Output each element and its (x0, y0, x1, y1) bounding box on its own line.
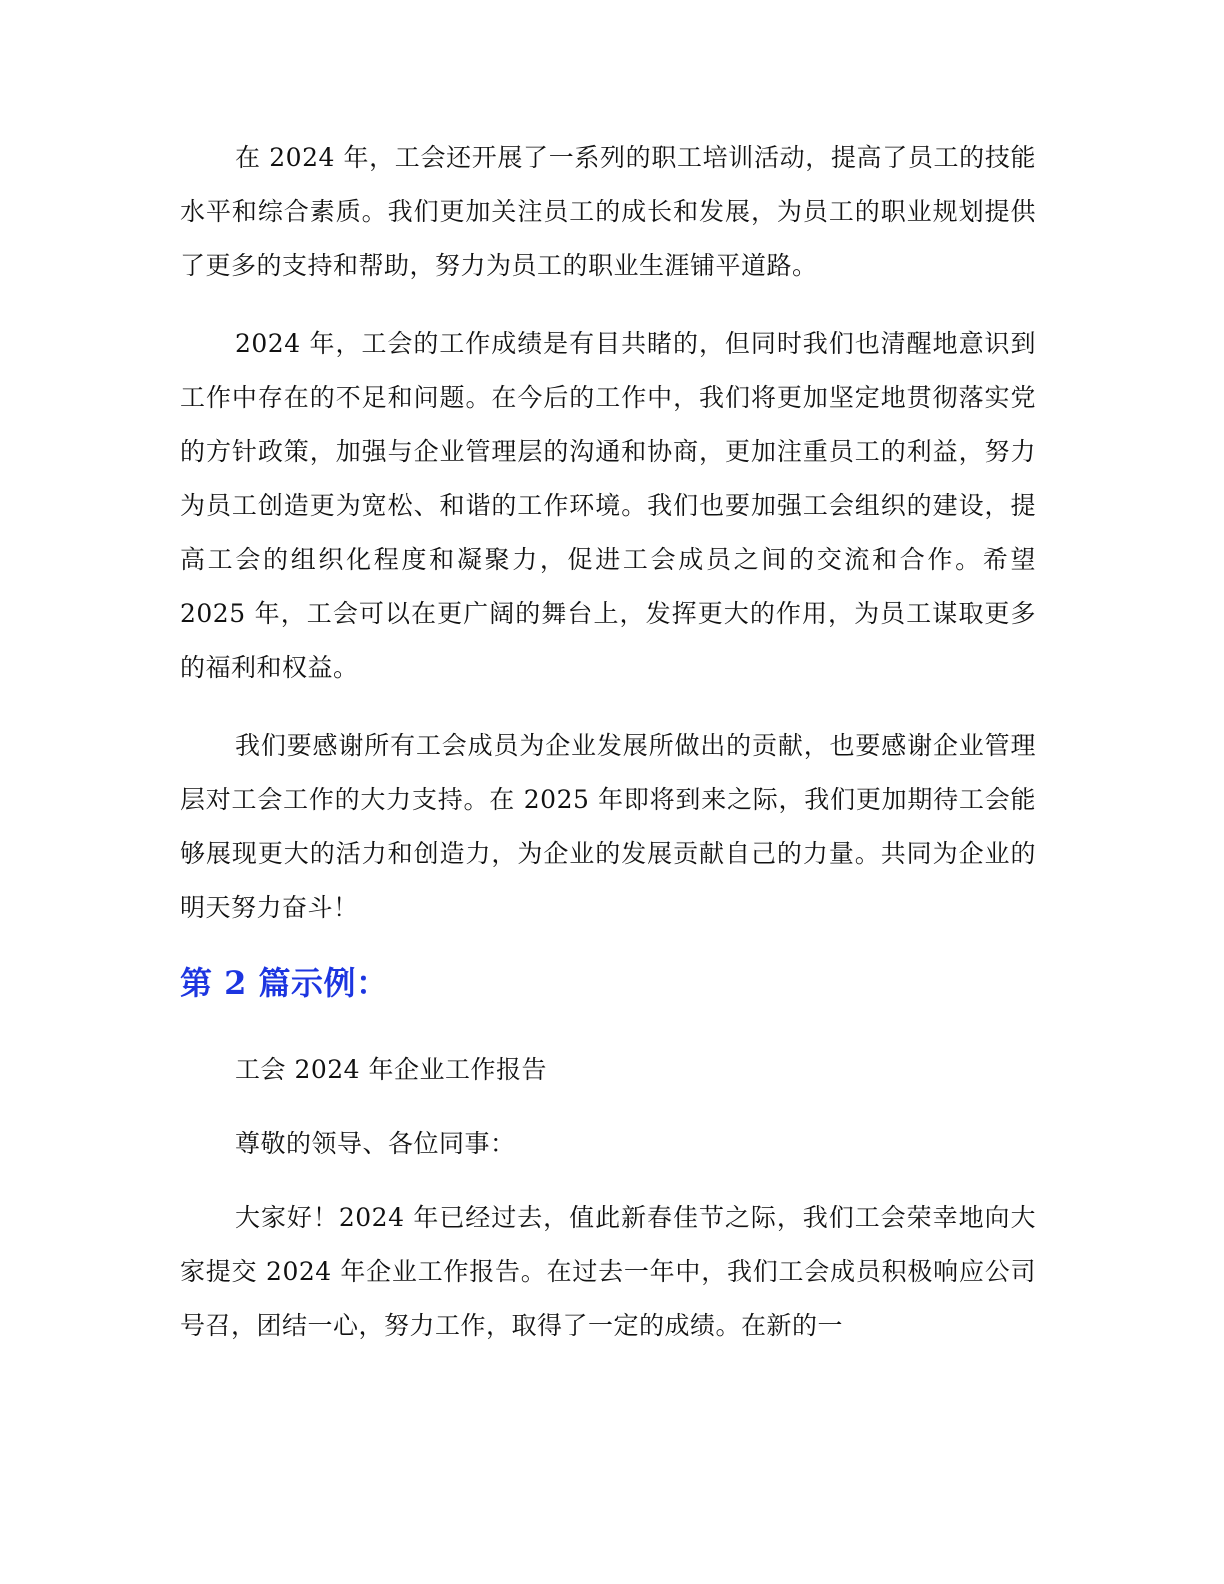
paragraph-spacer (180, 293, 1036, 317)
paragraph-training: 在 2024 年，工会还开展了一系列的职工培训活动，提高了员工的技能水平和综合素质。我们更加关注员工的成长和发展，为员工的职业规划提供了更多的支持和帮助，努力为员工的职业生涯铺平道路。 (180, 143, 1036, 280)
paragraph-spacer (180, 695, 1036, 719)
paragraph-spacer (180, 935, 1036, 953)
report-title: 工会 2024 年企业工作报告 (235, 1055, 548, 1084)
paragraph-achievements: 2024 年，工会的工作成绩是有目共睹的，但同时我们也清醒地意识到工作中存在的不足和问题。在今后的工作中，我们将更加坚定地贯彻落实党的方针政策，加强与企业管理层的沟通和协商，更加注重员工的利益，努力为员工创造更为宽松、和谐的工作环境。我们也要加强工会组织的建设，提高工会的组织化程度和凝聚力，促进工会成员之间的交流和合作。希望 2025 年，工会可以在更广阔的舞台上，发挥更大的作用，为员工谋取更多的福利和权益。 (180, 329, 1036, 682)
section-heading: 第 2 篇示例： (180, 964, 389, 1002)
paragraph-spacer (180, 1171, 1036, 1191)
heading-spacer (180, 1013, 1036, 1043)
document-body (180, 131, 1036, 1353)
paragraph-thanks: 我们要感谢所有工会成员为企业发展所做出的贡献，也要感谢企业管理层对工会工作的大力支持。在 2025 年即将到来之际，我们更加期待工会能够展现更大的活力和创造力，为企业的发展贡献自己的力量。共同为企业的明天努力奋斗！ (180, 731, 1036, 922)
paragraph-opening: 大家好！2024 年已经过去，值此新春佳节之际，我们工会荣幸地向大家提交 2024 年企业工作报告。在过去一年中，我们工会成员积极响应公司号召，团结一心，努力工作，取得了一定的成绩。在新的一 (180, 1203, 1036, 1340)
salutation: 尊敬的领导、各位同事： (235, 1129, 516, 1158)
paragraph-spacer (180, 1097, 1036, 1117)
